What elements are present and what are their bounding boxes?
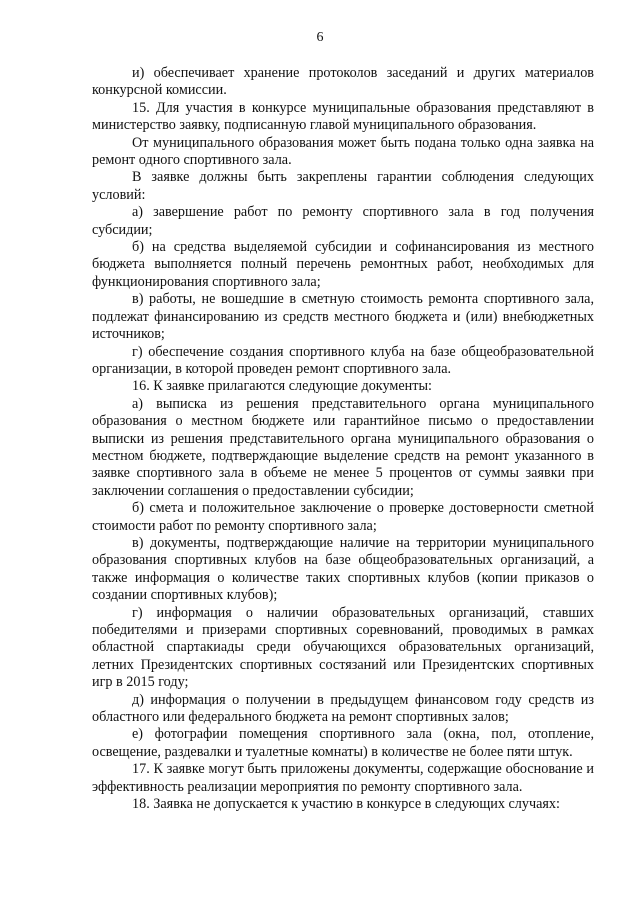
paragraph-document-b: б) смета и положительное заключение о проверке достоверности сметной стоимости работ по ремонту спортивного зала; — [92, 500, 594, 534]
paragraph-clause-17: 17. К заявке могут быть приложены документы, содержащие обоснование и эффективность реализации мероприятия по ремонту спортивного зала. — [92, 761, 594, 795]
paragraph-guarantees-intro: В заявке должны быть закреплены гарантии соблюдения следующих условий: — [92, 169, 594, 203]
paragraph-item-i: и) обеспечивает хранение протоколов заседаний и других материалов конкурсной комиссии. — [92, 65, 594, 99]
paragraph-document-d: д) информация о получении в предыдущем финансовом году средств из областного или федерального бюджета на ремонт спортивных залов; — [92, 691, 594, 726]
page-number: 6 — [316, 30, 324, 45]
paragraph-document-v: в) документы, подтверждающие наличие на территории муниципального образования спортивных клубов на базе общеобразовательных организаций, а также информация о количестве таких спортивных клубов (копии приказов о создании спортивных клубов); — [92, 534, 594, 604]
paragraph-document-e: е) фотографии помещения спортивного зала (окна, пол, отопление, освещение, раздевалки и туалетные комнаты) в количестве не более пяти штук. — [92, 726, 594, 760]
paragraph-clause-18: 18. Заявка не допускается к участию в конкурсе в следующих случаях: — [132, 796, 560, 813]
paragraph-condition-v: в) работы, не вошедшие в сметную стоимость ремонта спортивного зала, подлежат финансированию из средств местного бюджета и (или) внебюджетных источников; — [92, 291, 594, 343]
paragraph-condition-b: б) на средства выделяемой субсидии и софинансирования из местного бюджета выполняется полный перечень ремонтных работ, необходимых для функционирования спортивного зала; — [92, 239, 594, 290]
paragraph-document-g: г) информация о наличии образовательных организаций, ставших победителями и призерами спортивных соревнований, проводимых в рамках областной спартакиады среди обучающихся образовательных организаций, летних Президентских спортивных состязаний или Президентских спортивных игр в 2015 году; — [92, 604, 594, 691]
paragraph-condition-a: а) завершение работ по ремонту спортивного зала в год получения субсидии; — [92, 204, 594, 238]
paragraph-clause-16: 16. К заявке прилагаются следующие документы: — [132, 378, 432, 395]
paragraph-clause-15: 15. Для участия в конкурсе муниципальные образования представляют в министерство заявку, подписанную главой муниципального образования. — [92, 99, 594, 134]
paragraph-single-application: От муниципального образования может быть подана только одна заявка на ремонт одного спортивного зала. — [92, 134, 594, 169]
paragraph-condition-g: г) обеспечение создания спортивного клуба на базе общеобразовательной организации, в которой проведен ремонт спортивного зала. — [92, 343, 594, 377]
document-body — [92, 65, 594, 813]
paragraph-document-a: а) выписка из решения представительного органа муниципального образования о местном бюджете или гарантийное письмо о предоставлении выписки из решения представительного органа муниципального образования о местном бюджете, подтверждающие выделение средств на ремонт указанного в заявке спортивного зала в объеме не менее 5 процентов от суммы заявки при заключении соглашения о предоставлении субсидии; — [92, 395, 594, 499]
